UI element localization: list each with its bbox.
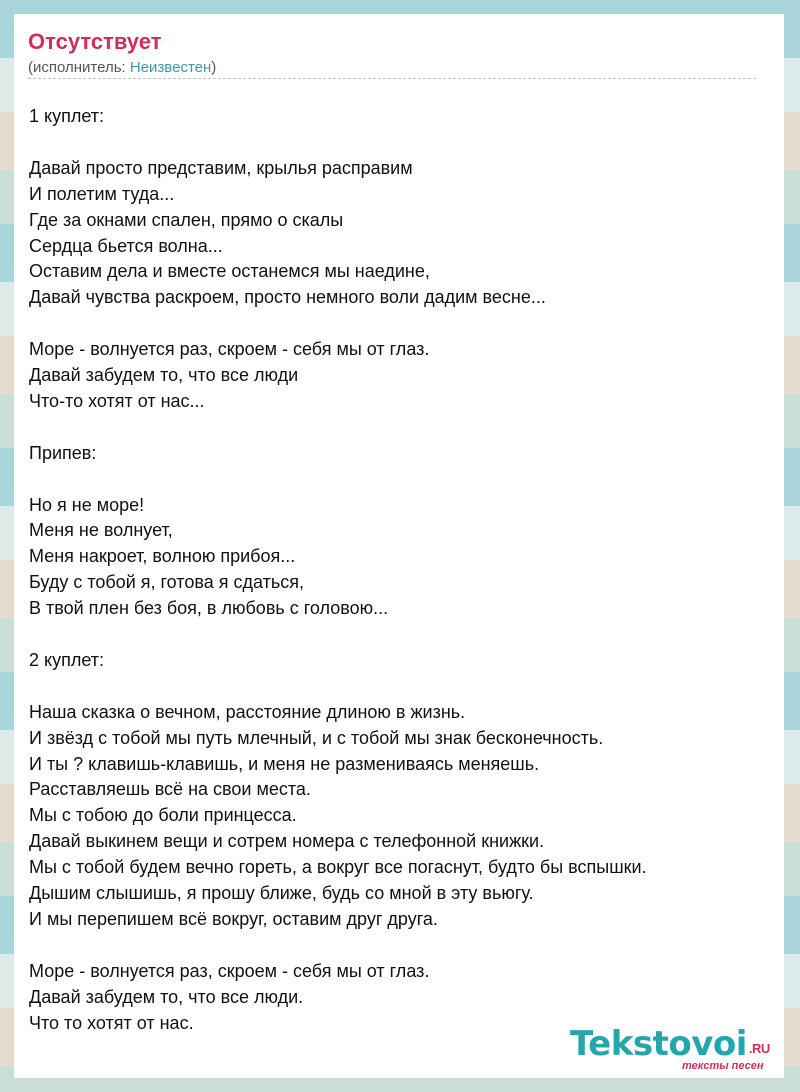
- lyric-line: Оставим дела и вместе останемся мы наедине,: [29, 261, 430, 282]
- site-logo[interactable]: [570, 1026, 775, 1076]
- lyric-line: [29, 130, 759, 156]
- lyric-line: 2 куплет:: [29, 649, 104, 670]
- artist-line: [28, 58, 756, 78]
- lyric-line: И ты ? клавишь-клавишь, и меня не размениваясь меняешь.: [29, 753, 540, 774]
- lyric-line: Сердца бьется волна...: [29, 235, 223, 256]
- lyric-line: Мы с тобою до боли принцесса.: [29, 805, 297, 826]
- lyrics-text: [29, 104, 759, 1037]
- song-header: [28, 28, 756, 78]
- lyric-line: Море - волнуется раз, скроем - себя мы от глаз.: [29, 339, 430, 360]
- lyric-line: Меня не волнует,: [29, 520, 173, 541]
- logo-tagline: тексты песен: [682, 1060, 764, 1072]
- lyric-line: Но я не море!: [29, 494, 145, 515]
- lyric-line: Что-то хотят от нас...: [29, 390, 205, 411]
- lyric-line: Море - волнуется раз, скроем - себя мы от глаз.: [29, 960, 430, 981]
- lyric-line: Наша сказка о вечном, расстояние длиною в жизнь.: [29, 701, 466, 722]
- lyric-line: Давай просто представим, крылья расправим: [29, 157, 413, 178]
- lyric-line: Расставляешь всё на свои места.: [29, 779, 311, 800]
- lyric-line: 1 куплет:: [29, 106, 104, 126]
- artist-suffix: ): [211, 59, 217, 76]
- lyric-line: В твой плен без боя, в любовь с головою...: [29, 598, 389, 619]
- lyric-line: [29, 933, 759, 959]
- lyric-line: И звёзд с тобой мы путь млечный, и с тобой мы знак бесконечность.: [29, 727, 604, 748]
- lyric-line: [29, 415, 759, 441]
- lyric-line: Что то хотят от нас.: [29, 1012, 194, 1033]
- artist-link[interactable]: Неизвестен: [129, 59, 212, 76]
- lyric-line: Давай забудем то, что все люди: [29, 365, 299, 386]
- lyric-line: Меня накроет, волною прибоя...: [29, 546, 296, 567]
- song-title: Отсутствует: [28, 29, 162, 54]
- artist-prefix: (исполнитель:: [28, 59, 130, 76]
- lyric-line: И полетим туда...: [29, 183, 175, 204]
- lyric-line: Давай выкинем вещи и сотрем номера с телефонной книжки.: [29, 831, 545, 852]
- lyric-line: Давай забудем то, что все люди.: [29, 986, 304, 1007]
- lyric-line: Где за окнами спален, прямо о скалы: [29, 209, 344, 230]
- lyric-line: И мы перепишем всё вокруг, оставим друг друга.: [29, 909, 438, 929]
- lyric-line: [29, 622, 759, 648]
- lyric-line: [29, 467, 759, 493]
- lyric-line: [29, 311, 759, 337]
- lyric-line: Припев:: [29, 442, 97, 463]
- header-divider: [28, 78, 756, 79]
- lyric-line: Мы с тобой будем вечно гореть, а вокруг все погаснут, будто бы вспышки.: [29, 857, 647, 878]
- lyric-line: Давай чувства раскроем, просто немного воли дадим весне...: [29, 287, 546, 308]
- lyric-line: Буду с тобой я, готова я сдаться,: [29, 572, 304, 593]
- logo-tld: .RU: [748, 1041, 770, 1056]
- logo-name: Tekstovoi: [570, 1024, 747, 1064]
- lyric-line: [29, 674, 759, 700]
- lyric-line: Дышим слышишь, я прошу ближе, будь со мной в эту вьюгу.: [29, 883, 534, 904]
